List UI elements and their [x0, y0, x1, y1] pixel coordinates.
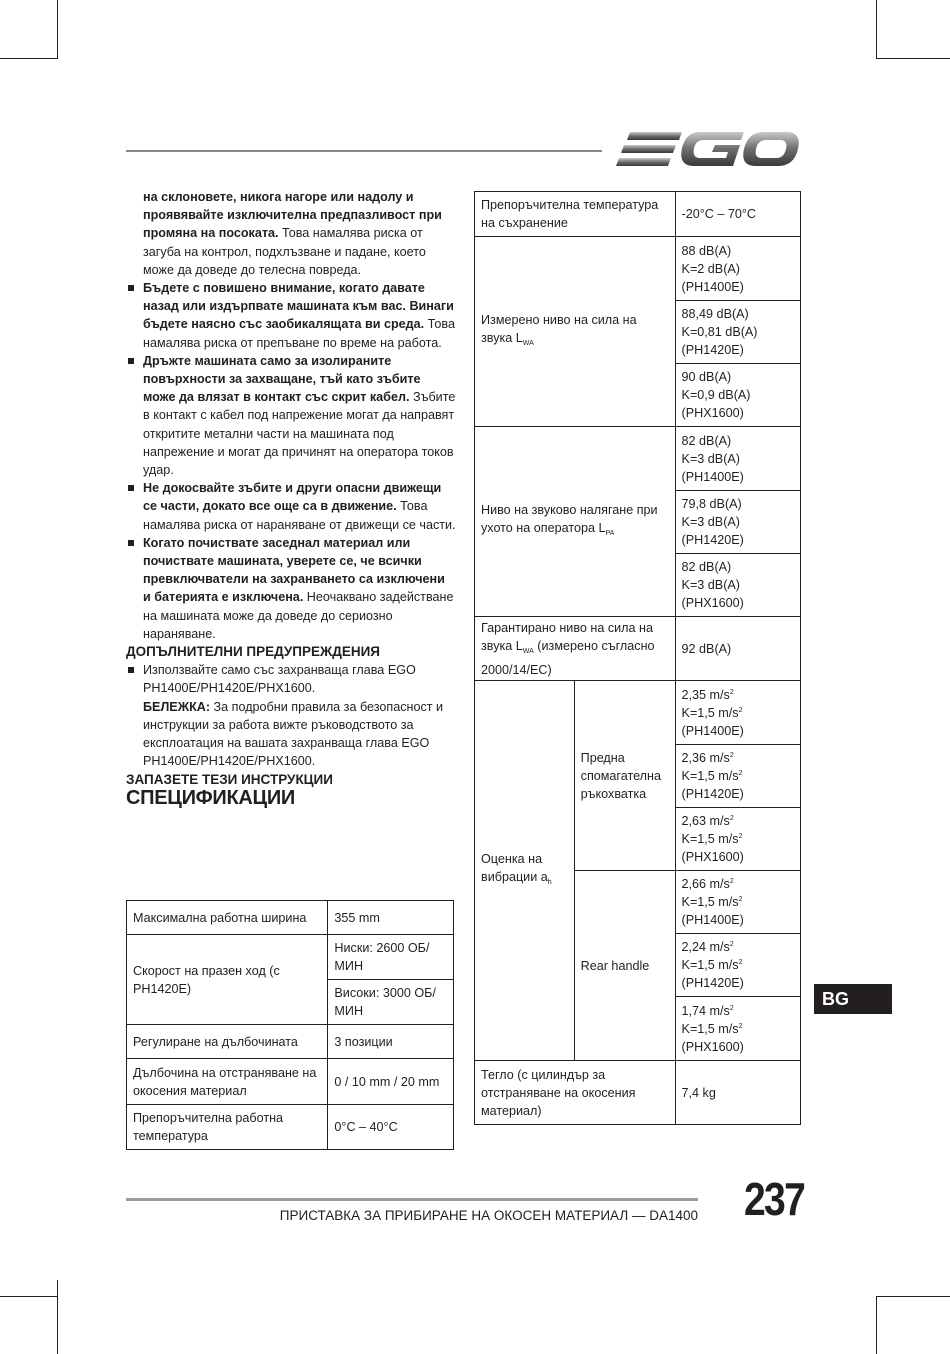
spec-value: 0 / 10 mm / 20 mm: [328, 1059, 454, 1105]
value-line: K=2 dB(A): [681, 261, 740, 276]
save-instructions-heading: ЗАПАЗЕТЕ ТЕЗИ ИНСТРУКЦИИ: [126, 771, 333, 787]
value-line: (PH1420E): [681, 787, 744, 801]
page-number: 237: [744, 1173, 805, 1225]
specifications-heading: СПЕЦИФИКАЦИИ: [126, 786, 295, 809]
spec-label: [475, 427, 676, 617]
value-line: 82 dB(A): [681, 433, 732, 448]
bullet-item: [126, 279, 456, 352]
spec-value: Ниски: 2600 ОБ/МИН: [328, 935, 454, 980]
spec-value: [675, 301, 800, 364]
crop-mark: [876, 1296, 950, 1297]
value-line: 2,63 m/s: [681, 814, 730, 828]
spec-value: [675, 427, 800, 491]
superscript: 2: [738, 833, 743, 840]
vibration-subscript: h: [547, 878, 552, 886]
guaranteed-label: Гарантирано ниво на сила на звука L: [481, 620, 653, 653]
value-line: K=3 dB(A): [681, 578, 740, 592]
crop-mark: [876, 1296, 877, 1354]
value-line: K=0,9 dB(A): [681, 388, 751, 402]
safety-text-column: [126, 188, 456, 807]
bullet-text: Зъбите в контакт с кабел под напрежение могат да направят откритите метални части на машината под напрежение и могат да причинят на оператора токов удар.: [143, 390, 456, 478]
bullet-item: [126, 661, 456, 697]
spec-label: Дълбочина на отстраняване на окосения материал: [127, 1059, 328, 1105]
superscript: 2: [729, 1004, 734, 1012]
spec-value: [675, 745, 800, 808]
note-text: За подробни правила за безопасност и инструкции за работа вижте ръководството за експлоатация на вашата захранваща глава EGO PH1400E/PH1420E/PHX1600.: [143, 699, 444, 769]
value-line: (PHX1600): [681, 850, 744, 864]
value-line: 88,49 dB(A): [681, 307, 749, 321]
value-line: (PH1420E): [681, 976, 744, 990]
intro-bold-text: на склоновете, никога нагоре или надолу и проявявайте изключителна предпазливост при промяна на посоката.: [143, 190, 442, 241]
bullet-square-icon: [128, 485, 134, 491]
vibration-label: Оценка на вибрации a: [481, 851, 548, 884]
value-line: (PH1400E): [681, 723, 744, 738]
value-line: K=1,5 m/s: [681, 769, 739, 783]
value-line: K=3 dB(A): [681, 515, 740, 529]
spec-label: [475, 237, 676, 427]
spec-value: [675, 997, 800, 1061]
value-line: (PH1400E): [681, 913, 744, 927]
lwa-label: Измерено ниво на сила на звука L: [481, 312, 637, 345]
superscript: 2: [729, 815, 734, 822]
bullet-bold-text: Когато почиствате заседнал материал или почиствате машината, уверете се, че всички превключватели на захранването са изключени и батерията е изключена.: [143, 535, 445, 605]
value-line: 2,36 m/s: [681, 751, 730, 765]
value-line: K=1,5 m/s: [681, 832, 739, 846]
superscript: 2: [738, 770, 743, 777]
value-line: 2,35 m/s: [681, 687, 730, 702]
value-line: 82 dB(A): [681, 560, 732, 574]
lwa-subscript: WA: [522, 339, 534, 347]
spec-value: [675, 681, 800, 745]
spec-value: 92 dB(A): [675, 617, 800, 681]
header-rule: [126, 150, 602, 152]
value-line: 79,8 dB(A): [681, 497, 742, 511]
value-line: K=0,81 dB(A): [681, 325, 758, 339]
value-line: (PH1420E): [681, 343, 744, 357]
bullet-item: [126, 534, 456, 643]
crop-mark: [0, 58, 58, 59]
spec-label: Препоръчителна температура на съхранение: [475, 192, 676, 237]
bullet-text: Използвайте само със захранваща глава EGO PH1400E/PH1420E/PHX1600.: [143, 663, 416, 696]
spec-value: 7,4 kg: [675, 1061, 800, 1125]
value-line: K=1,5 m/s: [681, 705, 739, 720]
spec-label: Тегло (с цилиндър за отстраняване на окосения материал): [475, 1061, 676, 1125]
spec-label: [475, 681, 575, 1061]
value-line: K=1,5 m/s: [681, 958, 739, 972]
bullet-text: Това намалява риска от препъване по време на работа.: [143, 317, 455, 350]
crop-mark: [0, 1296, 58, 1297]
bullet-text: Това намалява риска от нараняване от движещи се части.: [143, 499, 456, 532]
footer-rule: [126, 1198, 698, 1201]
spec-sublabel: Rear handle: [574, 871, 675, 1061]
spec-value: [675, 808, 800, 871]
bullet-bold-text: Не докосвайте зъбите и други опасни движещи се части, докато все още са в движение.: [143, 481, 442, 514]
spec-value: Високи: 3000 ОБ/МИН: [328, 980, 454, 1025]
superscript: 2: [729, 752, 734, 759]
intro-text: Това намалява риска от загуба на контрол, подхлъзване и падане, което може да доведе до телесна повреда.: [143, 226, 426, 277]
value-line: K=1,5 m/s: [681, 895, 739, 909]
spec-label: Скорост на празен ход (с PH1420E): [127, 935, 328, 1025]
value-line: (PH1400E): [681, 469, 744, 484]
value-line: (PH1420E): [681, 533, 744, 547]
superscript: 2: [738, 896, 743, 903]
value-line: 2,66 m/s: [681, 877, 730, 891]
additional-warnings-heading: ДОПЪЛНИТЕЛНИ ПРЕДУПРЕЖДЕНИЯ: [126, 644, 380, 660]
value-line: 88 dB(A): [681, 243, 732, 258]
note-label: БЕЛЕЖКА:: [143, 699, 211, 714]
note-paragraph: [126, 698, 456, 771]
spec-label: Максимална работна ширина: [127, 901, 328, 935]
spec-value: 3 позиции: [328, 1025, 454, 1059]
value-line: (PHX1600): [681, 406, 744, 420]
bullet-square-icon: [128, 285, 134, 291]
spec-value: [675, 364, 800, 427]
lpa-subscript: PA: [605, 529, 615, 537]
value-line: K=1,5 m/s: [681, 1021, 739, 1036]
guaranteed-subscript: WA: [522, 647, 534, 655]
spec-value: [675, 934, 800, 997]
crop-mark: [876, 58, 950, 59]
spec-value: [675, 554, 800, 617]
value-line: 1,74 m/s: [681, 1003, 730, 1018]
spec-value: [675, 871, 800, 934]
superscript: 2: [729, 688, 734, 696]
bullet-bold-text: Дръжте машината само за изолираните повърхности за захващане, тъй като зъбите може да влязат в контакт със скрит кабел.: [143, 353, 421, 405]
spec-value: [675, 491, 800, 554]
spec-label: Препоръчителна работна температура: [127, 1105, 328, 1150]
superscript: 2: [738, 959, 743, 966]
spec-value: 0°C – 40°C: [328, 1105, 454, 1150]
superscript: 2: [738, 706, 743, 714]
superscript: 2: [729, 941, 734, 948]
value-line: (PHX1600): [681, 1039, 744, 1054]
ego-logo: [616, 128, 800, 175]
intro-paragraph: [126, 188, 456, 279]
spec-label: Регулиране на дълбочината: [127, 1025, 328, 1059]
value-line: (PH1400E): [681, 279, 744, 294]
spec-value: -20°C – 70°C: [675, 192, 800, 237]
value-line: K=3 dB(A): [681, 451, 740, 466]
superscript: 2: [738, 1022, 743, 1030]
crop-mark: [876, 0, 877, 58]
value-line: 2,24 m/s: [681, 940, 730, 954]
bullet-square-icon: [128, 667, 134, 673]
bullet-square-icon: [128, 540, 134, 546]
value-line: 90 dB(A): [681, 370, 732, 384]
bullet-bold-text: Бъдете с повишено внимание, когато давате назад или издърпвате машината към вас. Винаги бъдете наясно със заобикалящата ви среда.: [143, 281, 454, 332]
spec-value: 355 mm: [328, 901, 454, 935]
superscript: 2: [729, 878, 734, 885]
footer-title: ПРИСТАВКА ЗА ПРИБИРАНЕ НА ОКОСЕН МАТЕРИАЛ — DA1400: [279, 1208, 698, 1223]
language-tab: BG: [814, 984, 892, 1014]
crop-mark: [57, 0, 58, 58]
lpa-label: Ниво на звуково налягане при ухото на оператора L: [481, 502, 658, 535]
bullet-square-icon: [128, 358, 134, 364]
crop-mark: [57, 1280, 58, 1354]
bullet-text: Неочаквано задействане на машината може да доведе до сериозно нараняване.: [143, 590, 454, 641]
spec-label: [475, 617, 676, 681]
bullet-item: [126, 352, 456, 479]
spec-table-main: [126, 900, 454, 1150]
spec-sublabel: Предна спомагателна ръкохватка: [574, 681, 675, 871]
spec-table-acoustic-vibration: [474, 191, 801, 1125]
guaranteed-label-rest: (измерено съгласно 2000/14/EC): [481, 638, 655, 677]
bullet-item: [126, 479, 456, 534]
value-line: (PHX1600): [681, 596, 744, 610]
spec-value: [675, 237, 800, 301]
